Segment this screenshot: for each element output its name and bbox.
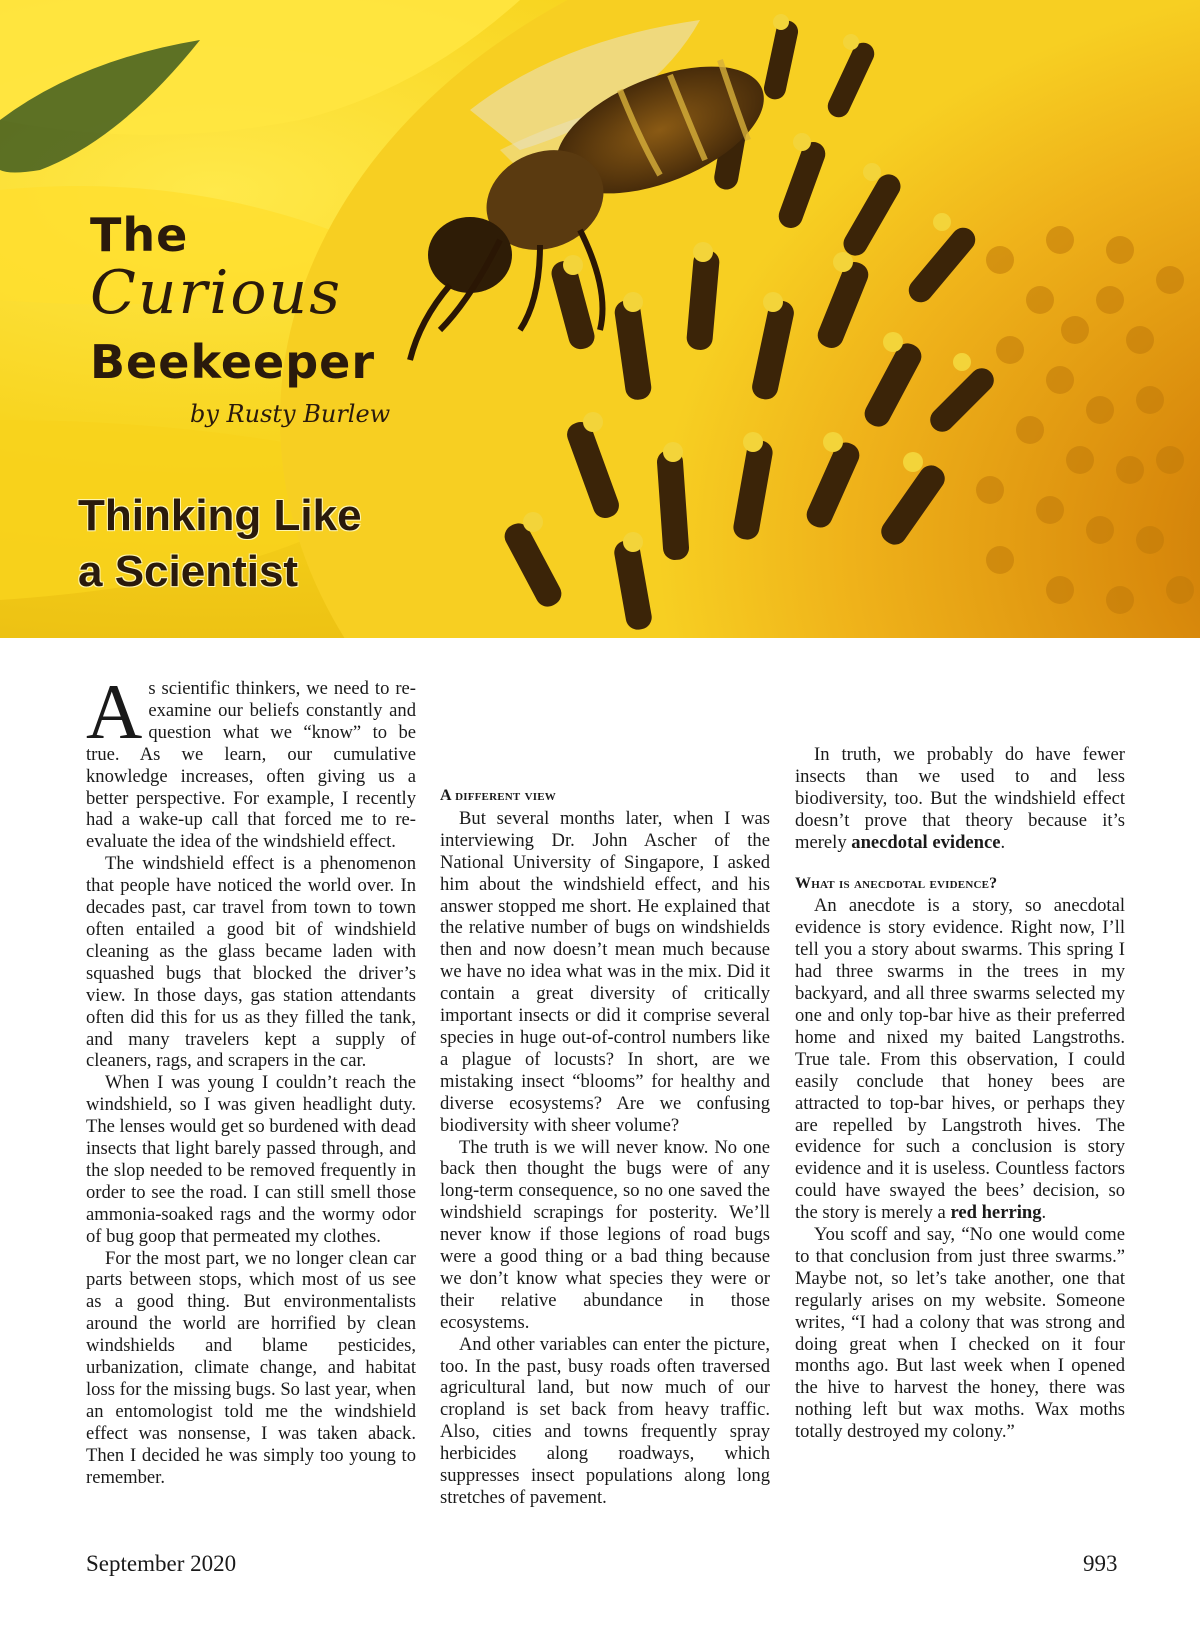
article-column-1: [86, 668, 416, 1489]
bold-term: anecdotal evidence: [851, 831, 1001, 853]
hero-banner: [0, 0, 1200, 638]
bold-term: red herring: [950, 1202, 1042, 1224]
paragraph: For the most part, we no longer clean car parts between stops, which most of us see as a good thing. But environmentalists around the world are horrified by clean windshields and blame pesticides, urbanization, climate change, and habitat loss for the missing bugs. So last year, when an entomologist told me the windshield effect was nonsense, I was taken aback. Then I decided he was simply too young to remember.: [86, 1247, 416, 1488]
paragraph: When I was young I couldn’t reach the windshield, so I was given headlight duty. The lenses would get so burdened with dead insects that light barely passed through, and the slop needed to be removed frequently in order to see the road. I can still smell those ammonia-soaked rags and the wormy odor of bug goop that permeated my clothes.: [86, 1072, 416, 1247]
paragraph: But several months later, when I was interviewing Dr. John Ascher of the National University of Singapore, I asked him about the windshield effect, and his answer stopped me short. He explained that the relative number of bugs on windshields then and now doesn’t mean much because we have no idea what was in the mix. Did it contain a great diversity of critically important insects or did it comprise several species in huge out-of-control numbers like a plague of locusts? In short, are we mistaking insect “blooms” for healthy and diverse ecosystems? Are we confusing biodiversity with sheer volume?: [440, 807, 770, 1136]
paragraph: The windshield effect is a phenomenon that people have noticed the world over. In decades past, car travel from town to town often entailed a good bit of windshield cleaning as the glass became laden with squashed bugs that blocked the driver’s view. In those days, gas station attendants often did this for us as they filled the tank, and many travelers kept a supply of cleaners, rags, and scrapers in the car.: [86, 853, 416, 1072]
paragraph: In truth, we probably do have fewer insects than we used to and less biodiversity, too. But the windshield effect doesn’t prove that theory because it’s merely anecdotal evidence.: [795, 744, 1125, 853]
paragraph-intro: [86, 668, 416, 853]
section-heading: A different view: [440, 787, 556, 804]
section-heading: What is anecdotal evidence?: [795, 874, 998, 892]
series-title-the: The: [90, 208, 189, 262]
article-column-3: [795, 744, 1125, 1443]
paragraph: An anecdote is a story, so anecdotal evidence is story evidence. Right now, I’ll tell you a story about swarms. This spring I had three swarms in the trees in my backyard, and all three swarms selected my one and only top-bar hive as their preferred home and nixed my baited Langstroths. True tale. From this observation, I could easily conclude that honey bees are attracted to top-bar hives, or perhaps they are repelled by Langstroth hives. The evidence for such a conclusion is story evidence and it is useless. Countless factors could have swayed the bees’ decision, so the story is merely a red herring.: [795, 895, 1125, 1224]
footer-issue-date: September 2020: [86, 1551, 237, 1576]
paragraph-intro-text: s scientific thinkers, we need to re-examine our beliefs constantly and question what we “know” to be true. As we learn, our cumulative knowledge increases, often giving us a better perspective. For example, I recently had a wake-up call that forced me to re-evaluate the idea of the windshield effect.: [86, 678, 416, 853]
paragraph: The truth is we will never know. No one back then thought the bugs were of any long-term consequence, so no one saved the windshield scrapings for posterity. We’ll never know if those legions of road bugs were a good thing or a bad thing because we don’t know what species they were or their relative abundance in those ecosystems.: [440, 1136, 770, 1333]
paragraph: You scoff and say, “No one would come to that conclusion from just three swarms.” Maybe not, so let’s take another, one that regularly arises on my website. Someone writes, “I had a colony that was strong and doing great when I checked on it four months ago. But last week when I opened the hive to harvest the honey, there was nothing left but wax moths. Wax moths totally destroyed my colony.”: [795, 1224, 1125, 1443]
drop-cap: A: [86, 668, 143, 755]
headline-line-2: a Scientist: [78, 547, 299, 596]
article-headline: [78, 488, 478, 600]
paragraph: And other variables can enter the picture, too. In the past, busy roads often traversed agricultural land, but now much of our cropland is set back from heavy traffic. Also, cities and towns frequently spray herbicides along roadways, which suppresses insect populations along long stretches of pavement.: [440, 1333, 770, 1508]
series-title-curious: Curious: [90, 258, 342, 328]
headline-line-1: Thinking Like: [78, 491, 362, 540]
byline: by Rusty Burlew: [190, 400, 391, 428]
footer-page-number: 993: [1083, 1551, 1118, 1576]
series-title-beekeeper: Beekeeper: [90, 335, 376, 389]
article-column-2: [440, 785, 770, 1509]
